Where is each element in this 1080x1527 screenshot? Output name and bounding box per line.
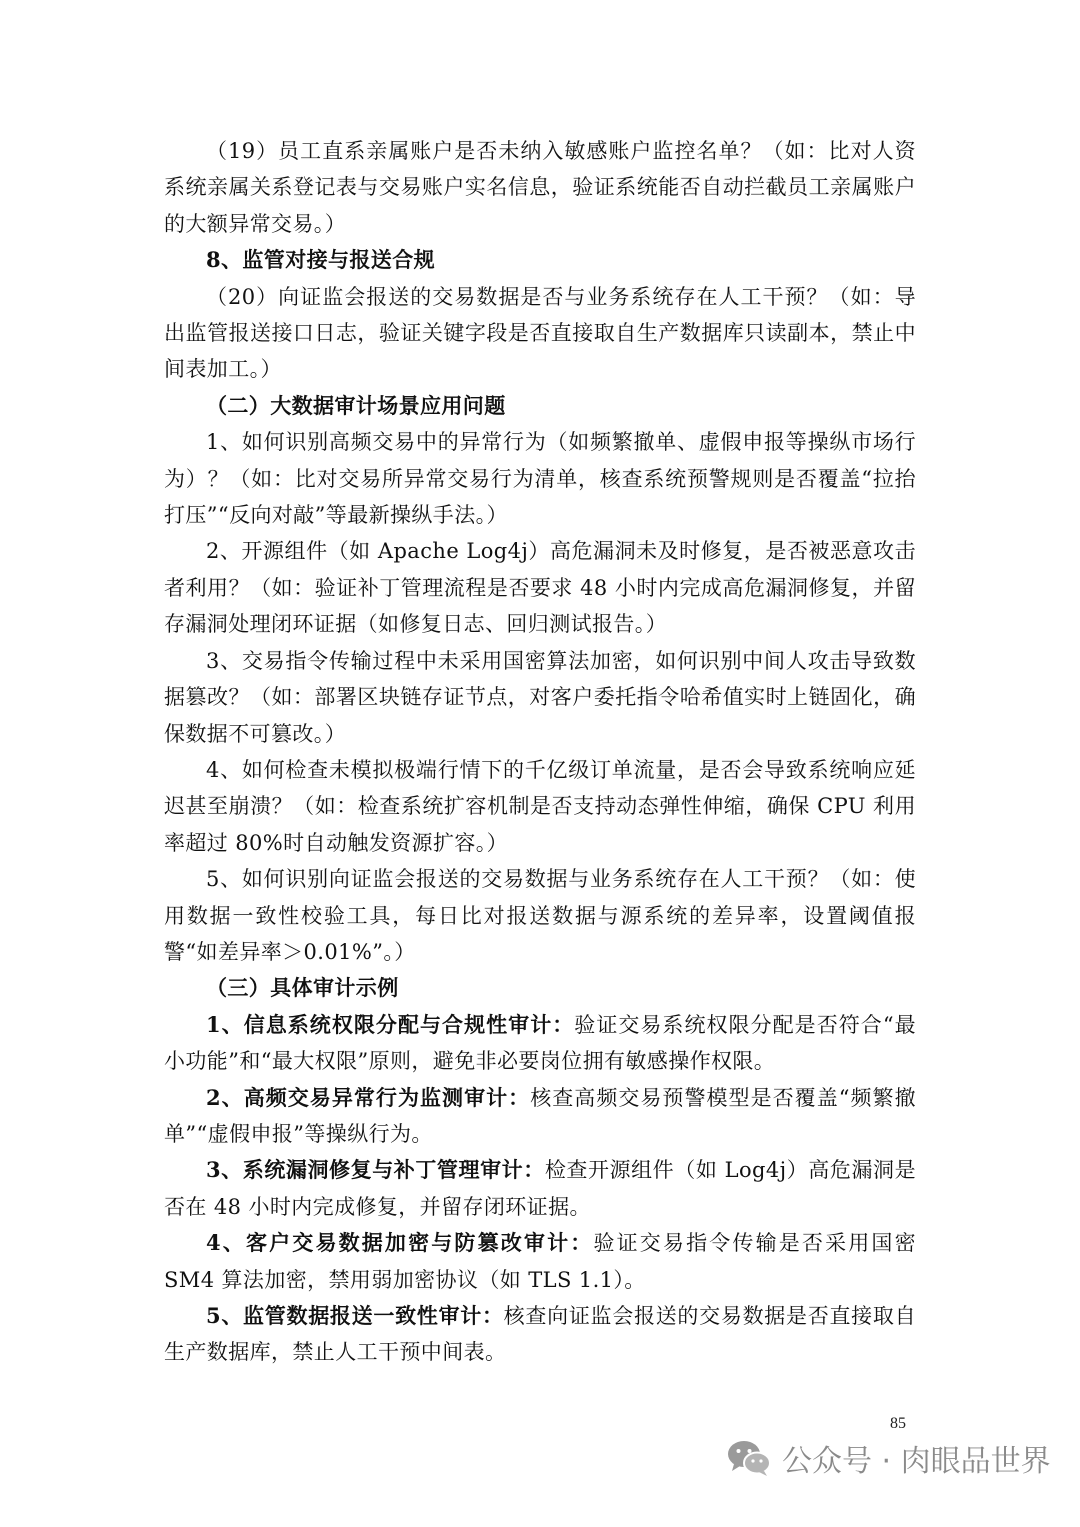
question-1 <box>164 424 916 533</box>
document-body <box>164 133 916 1371</box>
paragraph-bold: 8、监管对接与报送合规 <box>206 247 436 273</box>
section-heading-3 <box>164 970 916 1006</box>
paragraph-text: 1、如何识别高频交易中的异常行为（如频繁撤单、虚假申报等操纵市场行为）？（如：比对交易所异常交易行为清单，核查系统预警规则是否覆盖“拉抬打压”“反向对敲”等最新操纵手法。） <box>164 430 916 528</box>
paragraph-text: 验证交易指令传输是否采用国密 SM4 算法加密，禁用弱加密协议（如 TLS 1.1）。 <box>164 1231 916 1292</box>
paragraph-bold: 3、系统漏洞修复与补丁管理审计： <box>206 1157 545 1183</box>
section-heading-2 <box>164 388 916 424</box>
paragraph-bold: （二）大数据审计场景应用问题 <box>206 392 506 418</box>
audit-example-2 <box>164 1080 916 1153</box>
question-5 <box>164 861 916 970</box>
audit-example-4 <box>164 1225 916 1298</box>
paragraph-text: （19）员工直系亲属账户是否未纳入敏感账户监控名单？（如：比对人资系统亲属关系登记表与交易账户实名信息，验证系统能否自动拦截员工亲属账户的大额异常交易。） <box>164 139 916 236</box>
paragraph-text: 2、开源组件（如 Apache Log4j）高危漏洞未及时修复，是否被恶意攻击者利用？（如：验证补丁管理流程是否要求 48 小时内完成高危漏洞修复，并留存漏洞处理闭环证据（如修复日志、回归测试报告。） <box>164 539 916 637</box>
paragraph-text: 验证交易系统权限分配是否符合“最小功能”和“最大权限”原则，避免非必要岗位拥有敏感操作权限。 <box>164 1012 916 1074</box>
paragraph-bold: （三）具体审计示例 <box>206 975 399 1001</box>
paragraph-text: 核查向证监会报送的交易数据是否直接取自生产数据库，禁止人工干预中间表。 <box>164 1304 916 1365</box>
watermark <box>726 1428 1051 1488</box>
audit-example-1 <box>164 1007 916 1080</box>
paragraph-item-20 <box>164 279 916 388</box>
paragraph-text: 4、如何检查未模拟极端行情下的千亿级订单流量，是否会导致系统响应延迟甚至崩溃？（如：检查系统扩容机制是否支持动态弹性伸缩，确保 CPU 利用率超过 80%时自动触发资源扩容。） <box>164 757 916 855</box>
paragraph-text: （20）向证监会报送的交易数据是否与业务系统存在人工干预？（如：导出监管报送接口日志，验证关键字段是否直接取自生产数据库只读副本，禁止中间表加工。） <box>164 284 916 382</box>
paragraph-text: 检查开源组件（如 Log4j）高危漏洞是否在 48 小时内完成修复，并留存闭环证据。 <box>164 1158 917 1219</box>
paragraph-bold: 1、信息系统权限分配与合规性审计： <box>206 1011 575 1037</box>
section-heading-8 <box>164 242 916 278</box>
audit-example-5 <box>164 1298 916 1371</box>
audit-example-3 <box>164 1152 916 1225</box>
paragraph-text: 核查高频交易预警模型是否覆盖“频繁撤单”“虚假申报”等操纵行为。 <box>164 1085 916 1146</box>
question-2 <box>164 533 916 642</box>
paragraph-text: 3、交易指令传输过程中未采用国密算法加密，如何识别中间人攻击导致数据篡改？（如：部署区块链存证节点，对客户委托指令哈希值实时上链固化，确保数据不可篡改。） <box>164 648 916 746</box>
paragraph-item-19 <box>164 133 916 242</box>
paragraph-text: 5、如何识别向证监会报送的交易数据与业务系统存在人工干预？（如：使用数据一致性校验工具，每日比对报送数据与源系统的差异率，设置阈值报警“如差异率＞0.01%”。） <box>164 867 916 964</box>
watermark-text: 公众号 · 肉眼品世界 <box>782 1444 1051 1479</box>
paragraph-bold: 2、高频交易异常行为监测审计： <box>206 1084 531 1110</box>
question-3 <box>164 643 916 752</box>
wechat-icon <box>726 1438 772 1478</box>
question-4 <box>164 752 916 861</box>
paragraph-bold: 4、客户交易数据加密与防篡改审计： <box>206 1230 594 1256</box>
page-number: 85 <box>890 1415 906 1432</box>
paragraph-bold: 5、监管数据报送一致性审计： <box>206 1303 504 1328</box>
